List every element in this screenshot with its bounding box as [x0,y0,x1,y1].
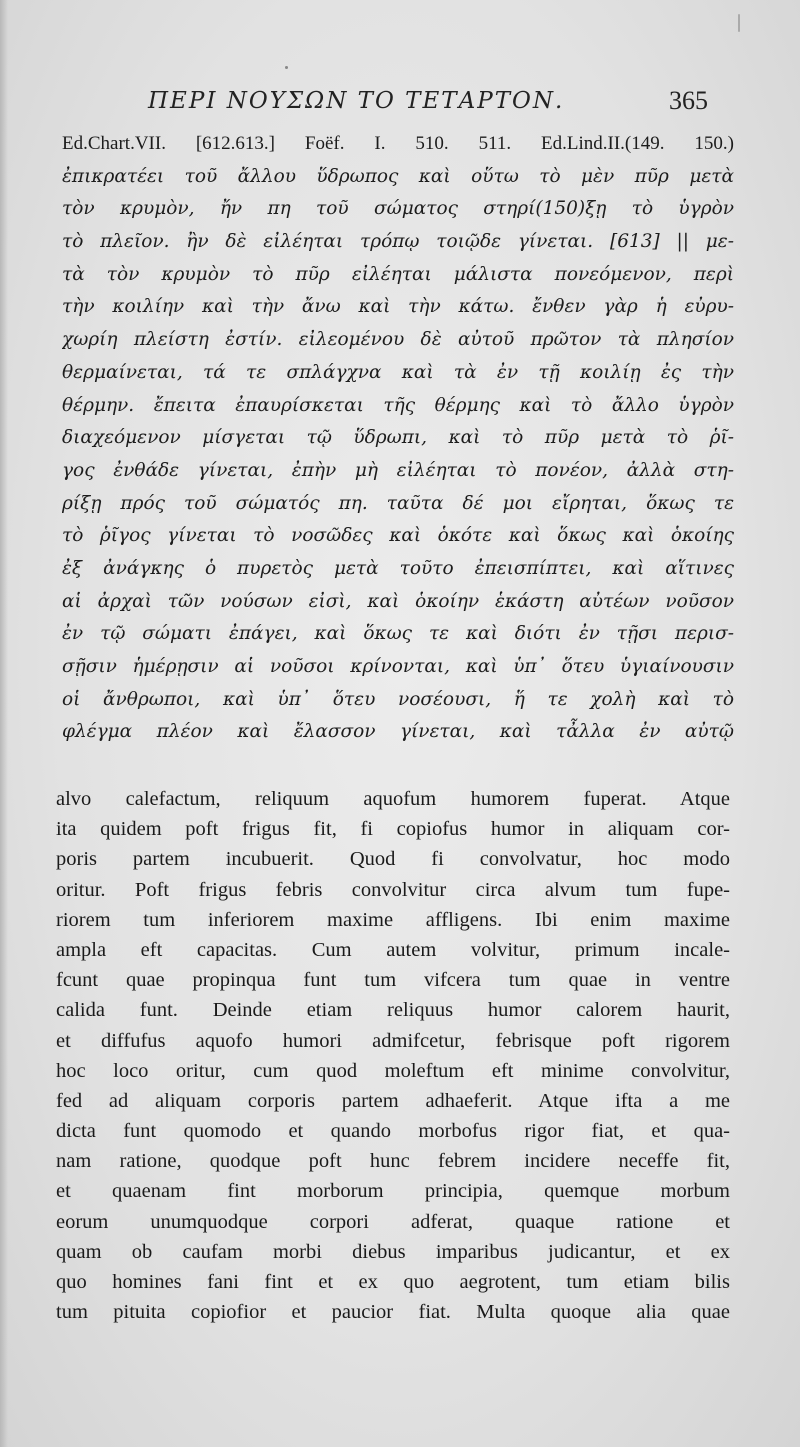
latin-line: quam ob caufam morbi diebus imparibus judicantur, et ex [56,1240,730,1263]
greek-text-block [62,128,734,749]
latin-line: riorem tum inferiorem maxime affligens. Ibi enim maxime [56,908,730,931]
latin-line: nam ratione, quodque poft hunc febrem incidere neceffe fit, [56,1150,730,1173]
latin-line: alvo calefactum, reliquum aquofum humorem fuperat. Atque [56,788,730,810]
latin-line: ita quidem poft frigus fit, fi copiofus humor in aliquam cor- [56,818,730,841]
page-edge-shadow [0,0,8,1447]
edition-reference-line: Ed.Chart.VII. [612.613.] Foëf. I. 510. 511. Ed.Lind.II.(149. 150.) [62,133,734,154]
greek-line: θερμαίνεται, τά τε σπλάγχνα καὶ τὰ ἐν τῇ κοιλίῃ ἐς τὴν [62,361,734,383]
greek-line: θέρμην. ἔπειτα ἐπαυρίσκεται τῆς θέρμης καὶ τὸ ἄλλο ὑγρὸν [62,394,734,416]
latin-line: calida funt. Deinde etiam reliquus humor calorem haurit, [56,999,730,1022]
greek-line: ἐπικρατέει τοῦ ἄλλου ὕδρωπος καὶ οὕτω τὸ μὲν πῦρ μετὰ [62,165,734,187]
greek-line: ἐξ ἀνάγκης ὁ πυρετὸς μετὰ τοῦτο ἐπεισπίπτει, καὶ αἵτινες [62,557,734,579]
greek-line: αἱ ἀρχαὶ τῶν νούσων εἰσὶ, καὶ ὁκοίην ἑκάστη αὐτέων νοῦσον [62,590,734,612]
page-header [148,88,708,128]
latin-line: tum pituita copiofior et paucior fiat. Multa quoque alia quae [56,1301,730,1324]
latin-line: poris partem incubuerit. Quod fi convolvatur, hoc modo [56,848,730,871]
paper-speck [285,66,288,69]
latin-line: hoc loco oritur, cum quod moleftum eft minime convolvitur, [56,1059,730,1082]
latin-line: et quaenam fint morborum principia, quemque morbum [56,1180,730,1203]
greek-line: χωρίη πλείστη ἐστίν. εἰλεομένου δὲ αὐτοῦ πρῶτον τὰ πλησίον [62,329,734,351]
latin-line: et diffufus aquofo humori admifcetur, febrisque poft rigorem [56,1029,730,1052]
latin-line: dicta funt quomodo et quando morbofus rigor fiat, et qua- [56,1120,730,1143]
latin-line: fcunt quae propinqua funt tum vifcera tum quae in ventre [56,969,730,992]
greek-line: ἐν τῷ σώματι ἐπάγει, καὶ ὅκως τε καὶ διότι ἐν τῇσι περισ- [62,623,734,645]
latin-line: quo homines fani fint et ex quo aegrotent, tum etiam bilis [56,1271,730,1293]
latin-text-block [56,784,730,1327]
latin-line: oritur. Poft frigus febris convolvitur circa alvum tum fupe- [56,878,730,901]
page-number: 365 [669,86,708,115]
paper-mark [738,14,740,32]
greek-line: διαχεόμενον μίσγεται τῷ ὕδρωπι, καὶ τὸ πῦρ μετὰ τὸ ῥῖ- [62,427,734,449]
greek-line: φλέγμα πλέον καὶ ἔλασσον γίνεται, καὶ τἆλλα ἐν αὐτῷ [62,721,734,743]
greek-line: οἱ ἄνθρωποι, καὶ ὑπ᾽ ὅτευ νοσέουσι, ἥ τε χολὴ καὶ τὸ [62,688,734,710]
greek-line: τὸν κρυμὸν, ἤν πη τοῦ σώματος στηρί(150)ξῃ τὸ ὑγρὸν [62,198,734,220]
greek-line: ρίξῃ πρός τοῦ σώματός πη. ταῦτα δέ μοι εἴρηται, ὅκως τε [62,492,734,514]
greek-line: τὸ ῥῖγος γίνεται τὸ νοσῶδες καὶ ὁκότε καὶ ὅκως καὶ ὁκοίης [62,525,734,547]
greek-line: τὰ τὸν κρυμὸν τὸ πῦρ εἰλέηται μάλιστα πονεόμενον, περὶ [62,263,734,285]
latin-line: fed ad aliquam corporis partem adhaeferit. Atque ifta a me [56,1089,730,1112]
greek-line: γος ἐνθάδε γίνεται, ἐπὴν μὴ εἰλέηται τὸ πονέον, ἀλλὰ στη- [62,459,734,481]
greek-line: τὸ πλεῖον. ἢν δὲ εἰλέηται τρόπῳ τοιῷδε γίνεται. [613] || με- [62,231,734,253]
latin-line: eorum unumquodque corpori adferat, quaque ratione et [56,1210,730,1233]
greek-line: τὴν κοιλίην καὶ τὴν ἄνω καὶ τὴν κάτω. ἔνθεν γὰρ ἡ εὐρυ- [62,296,734,318]
running-title: ΠΕΡΙ ΝΟΥΣΩΝ ΤΟ ΤΕΤΑΡΤΟΝ. [148,88,565,114]
greek-line: σῇσιν ἡμέρῃσιν αἱ νοῦσοι κρίνονται, καὶ ὑπ᾽ ὅτευ ὑγιαίνουσιν [62,656,734,677]
latin-line: ampla eft capacitas. Cum autem volvitur, primum incale- [56,938,730,961]
